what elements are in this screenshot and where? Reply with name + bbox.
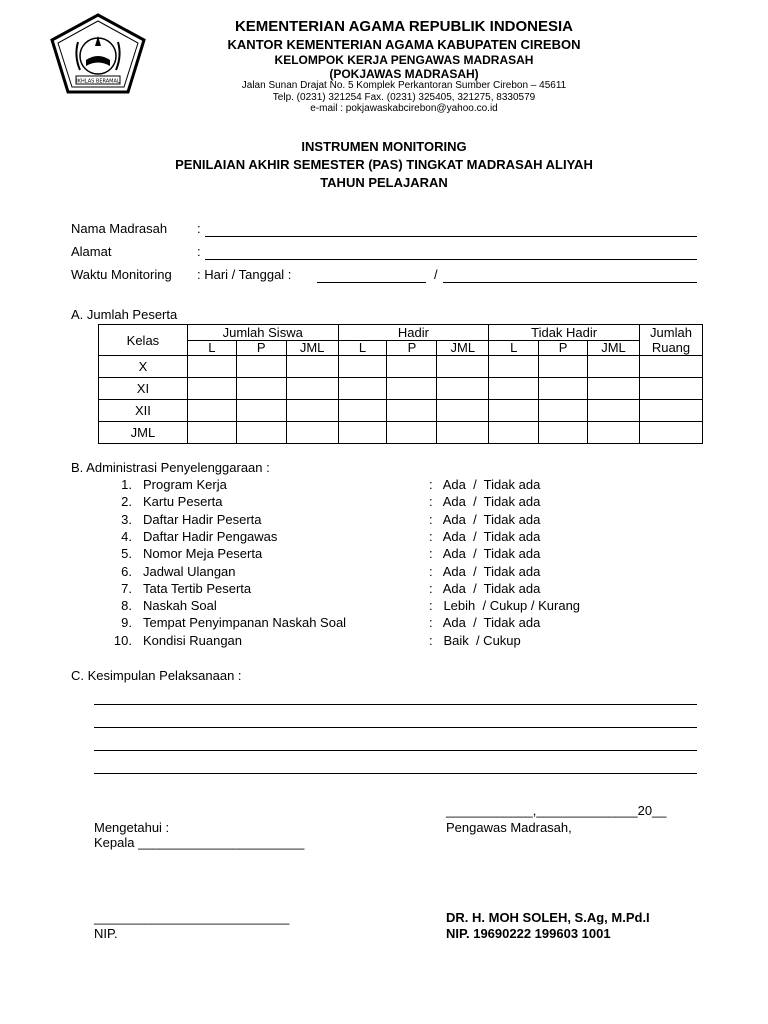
count-cell[interactable]	[236, 356, 286, 378]
count-cell[interactable]	[437, 378, 489, 400]
admin-item-number: 2.	[121, 494, 132, 510]
admin-item-label: Tempat Penyimpanan Naskah Soal	[143, 615, 347, 631]
col-tidak-hadir: Tidak Hadir	[489, 325, 640, 341]
count-cell[interactable]	[387, 422, 437, 444]
col-kelas: Kelas	[99, 325, 188, 356]
kepala-label: Kepala _______________________	[94, 835, 305, 850]
tanggal-field[interactable]	[443, 282, 697, 283]
participants-table	[98, 324, 703, 444]
count-cell[interactable]	[539, 356, 588, 378]
supervisor-nip: NIP. 19690222 199603 1001	[446, 926, 611, 941]
sub-jml: JML	[286, 340, 338, 356]
admin-item-option[interactable]: : Ada / Tidak ada	[429, 511, 541, 527]
admin-item-label: Naskah Soal	[143, 598, 217, 614]
alamat-colon: :	[197, 244, 201, 259]
admin-item-number: 1.	[121, 477, 132, 492]
admin-item-number: 5.	[121, 546, 132, 562]
kelas-cell: XII	[99, 400, 188, 422]
header-group: KELOMPOK KERJA PENGAWAS MADRASAH	[274, 53, 534, 67]
admin-item-option[interactable]: : Ada / Tidak ada	[429, 477, 541, 492]
col-jumlah-ruang	[639, 325, 702, 356]
sub-l: L	[338, 340, 387, 356]
kepala-nip-label: NIP.	[94, 926, 118, 941]
header-email: e-mail : pokjawaskabcirebon@yahoo.co.id	[310, 103, 498, 114]
sub-p: P	[539, 340, 588, 356]
count-cell[interactable]	[437, 400, 489, 422]
count-cell[interactable]	[639, 422, 702, 444]
col-jumlah-siswa: Jumlah Siswa	[187, 325, 338, 341]
count-cell[interactable]	[387, 400, 437, 422]
count-cell[interactable]	[286, 378, 338, 400]
kepala-nip-line: ___________________________	[94, 910, 290, 925]
count-cell[interactable]	[539, 400, 588, 422]
count-cell[interactable]	[387, 356, 437, 378]
nama-madrasah-label: Nama Madrasah	[71, 221, 168, 236]
col-ruang: Ruang	[651, 340, 691, 355]
count-cell[interactable]	[588, 422, 640, 444]
kelas-cell: XI	[99, 378, 188, 400]
count-cell[interactable]	[489, 400, 539, 422]
admin-item-label: Daftar Hadir Pengawas	[143, 528, 278, 544]
logo-motto: IKHLAS BERAMAL	[76, 78, 120, 85]
admin-item-label: Kondisi Ruangan	[143, 632, 243, 648]
admin-item-number: 10.	[113, 632, 132, 648]
date-place-line: ____________,______________20__	[446, 803, 667, 818]
admin-item-number: 8.	[121, 598, 132, 614]
kelas-cell: JML	[99, 422, 188, 444]
count-cell[interactable]	[236, 422, 286, 444]
doc-title-line2: PENILAIAN AKHIR SEMESTER (PAS) TINGKAT MADRASAH ALIYAH	[175, 157, 593, 172]
count-cell[interactable]	[539, 378, 588, 400]
section-a-title: A. Jumlah Peserta	[71, 307, 178, 322]
admin-item-label: Jadwal Ulangan	[143, 563, 236, 579]
sub-p: P	[387, 340, 437, 356]
doc-title-line3: TAHUN PELAJARAN	[320, 175, 448, 190]
waktu-monitoring-label: Waktu Monitoring	[71, 267, 172, 282]
count-cell[interactable]	[338, 400, 387, 422]
count-cell[interactable]	[437, 356, 489, 378]
admin-item-label: Kartu Peserta	[143, 494, 223, 510]
admin-item-label: Daftar Hadir Peserta	[143, 511, 262, 527]
count-cell[interactable]	[187, 422, 236, 444]
admin-item-label: Nomor Meja Peserta	[143, 546, 263, 562]
sub-p: P	[236, 340, 286, 356]
count-cell[interactable]	[489, 378, 539, 400]
conclusion-line[interactable]	[94, 750, 697, 751]
kelas-cell: X	[99, 356, 188, 378]
pengawas-label: Pengawas Madrasah,	[446, 820, 572, 835]
count-cell[interactable]	[489, 422, 539, 444]
sub-l: L	[187, 340, 236, 356]
sub-l: L	[489, 340, 539, 356]
doc-title-line1: INSTRUMEN MONITORING	[301, 139, 467, 154]
alamat-label: Alamat	[71, 244, 112, 259]
count-cell[interactable]	[588, 378, 640, 400]
count-cell[interactable]	[588, 400, 640, 422]
count-cell[interactable]	[187, 356, 236, 378]
admin-item-option[interactable]: : Lebih / Cukup / Kurang	[429, 598, 581, 614]
count-cell[interactable]	[588, 356, 640, 378]
admin-item-option[interactable]: : Baik / Cukup	[429, 632, 521, 648]
admin-item-option[interactable]: : Ada / Tidak ada	[429, 546, 541, 562]
col-jumlah: Jumlah	[650, 325, 692, 340]
mengetahui-label: Mengetahui :	[94, 820, 170, 835]
admin-item-number: 6.	[121, 563, 132, 579]
count-cell[interactable]	[286, 356, 338, 378]
count-cell[interactable]	[639, 356, 702, 378]
count-cell[interactable]	[437, 422, 489, 444]
admin-item-label: Tata Tertib Peserta	[143, 580, 252, 596]
admin-item-option[interactable]: : Ada / Tidak ada	[429, 494, 541, 510]
count-cell[interactable]	[639, 400, 702, 422]
conclusion-line[interactable]	[94, 704, 697, 705]
supervisor-name: DR. H. MOH SOLEH, S.Ag, M.Pd.I	[446, 910, 650, 925]
alamat-field[interactable]	[205, 259, 697, 260]
count-cell[interactable]	[286, 422, 338, 444]
admin-item-option[interactable]: : Ada / Tidak ada	[429, 563, 541, 579]
count-cell[interactable]	[236, 400, 286, 422]
admin-item-option[interactable]: : Ada / Tidak ada	[429, 528, 541, 544]
admin-item-number: 9.	[121, 615, 132, 631]
count-cell[interactable]	[187, 400, 236, 422]
conclusion-line[interactable]	[94, 773, 697, 774]
admin-item-option[interactable]: : Ada / Tidak ada	[429, 615, 541, 631]
count-cell[interactable]	[236, 378, 286, 400]
count-cell[interactable]	[338, 356, 387, 378]
header-ministry: KEMENTERIAN AGAMA REPUBLIK INDONESIA	[234, 18, 574, 35]
sub-jml: JML	[437, 340, 489, 356]
count-cell[interactable]	[338, 422, 387, 444]
sub-jml: JML	[588, 340, 640, 356]
admin-item-option[interactable]: : Ada / Tidak ada	[429, 580, 541, 596]
header-office: KANTOR KEMENTERIAN AGAMA KABUPATEN CIREBON	[227, 37, 581, 52]
admin-item-label: Program Kerja	[143, 477, 227, 492]
col-hadir: Hadir	[338, 325, 489, 341]
section-c-title: C. Kesimpulan Pelaksanaan :	[71, 668, 242, 683]
nama-madrasah-field[interactable]	[205, 236, 697, 237]
header-group-abbr: (POKJAWAS MADRASAH)	[329, 67, 479, 81]
count-cell[interactable]	[387, 378, 437, 400]
hari-field[interactable]	[317, 282, 426, 283]
admin-item-number: 4.	[121, 528, 132, 544]
conclusion-line[interactable]	[94, 727, 697, 728]
header-phone: Telp. (0231) 321254 Fax. (0231) 325405, 321275, 8330579	[272, 92, 536, 103]
count-cell[interactable]	[639, 378, 702, 400]
count-cell[interactable]	[338, 378, 387, 400]
admin-item-number: 7.	[121, 580, 132, 596]
table-row	[99, 400, 703, 422]
header-address: Jalan Sunan Drajat No. 5 Komplek Perkantoran Sumber Cirebon – 45611	[241, 80, 567, 91]
nama-colon: :	[197, 221, 201, 236]
table-row	[99, 422, 703, 444]
count-cell[interactable]	[489, 356, 539, 378]
count-cell[interactable]	[187, 378, 236, 400]
count-cell[interactable]	[286, 400, 338, 422]
table-row	[99, 356, 703, 378]
hari-tanggal-label: : Hari / Tanggal :	[197, 267, 292, 282]
table-row	[99, 378, 703, 400]
section-b-title: B. Administrasi Penyelenggaraan :	[71, 460, 270, 475]
count-cell[interactable]	[539, 422, 588, 444]
admin-item-number: 3.	[121, 511, 132, 527]
date-slash: /	[434, 267, 438, 282]
